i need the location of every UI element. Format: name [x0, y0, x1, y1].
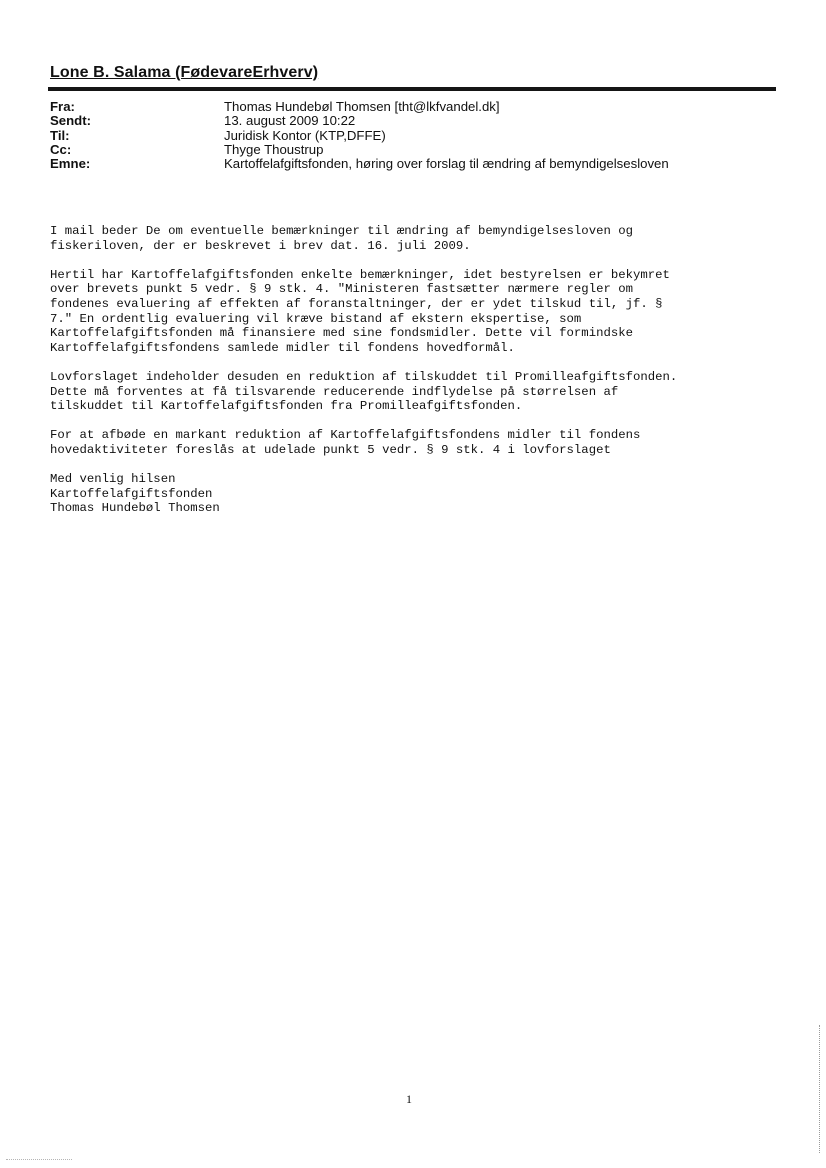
page-number: 1 [406, 1092, 412, 1106]
header-value: Juridisk Kontor (KTP,DFFE) [224, 127, 386, 143]
header-value: Thyge Thoustrup [224, 141, 324, 157]
header-label: Sendt: [50, 113, 92, 129]
sender-name: Lone B. Salama (FødevareErhverv) [50, 64, 319, 81]
body-paragraph: Lovforslaget indeholder desuden en reduktion af tilskuddet til Promilleafgiftsfonden. Dette må forventes at få tilsvarende reducerende indflydelse på størrelsen af tilskuddet til Kartoffelafgiftsfonden fra Promilleafgiftsfonden. [50, 369, 678, 414]
email-body [50, 224, 770, 516]
header-label: Fra: [50, 99, 75, 114]
header-label: Emne: [50, 156, 91, 172]
scan-bottom-mark [6, 1159, 72, 1160]
header-value: Kartoffelafgiftsfonden, høring over forslag til ændring af bemyndigelsesloven [224, 156, 669, 172]
body-paragraph: For at afbøde en markant reduktion af Kartoffelafgiftsfondens midler til fondens hovedaktiviteter foreslås at udelade punkt 5 vedr. § 9 stk. 4 i lovforslaget [50, 428, 641, 457]
header-value: 13. august 2009 10:22 [224, 113, 356, 129]
header-value: Thomas Hundebøl Thomsen [tht@lkfvandel.dk] [224, 99, 500, 114]
signature: Med venlig hilsen Kartoffelafgiftsfonden Thomas Hundebøl Thomsen [50, 472, 220, 516]
scan-edge-mark [819, 1025, 820, 1153]
header-label: Til: [50, 127, 70, 143]
header-label: Cc: [50, 141, 72, 157]
header-rule [48, 87, 776, 91]
body-paragraph: I mail beder De om eventuelle bemærkninger til ændring af bemyndigelsesloven og fiskeriloven, der er beskrevet i brev dat. 16. juli 2009. [50, 224, 633, 253]
body-paragraph: Hertil har Kartoffelafgiftsfonden enkelte bemærkninger, idet bestyrelsen er bekymret over brevets punkt 5 vedr. § 9 stk. 4. "Ministeren fastsætter nærmere regler om fondenes evaluering af effekten af foranstaltninger, der er ydet tilskud til, jf. § 7." En ordentlig evaluering vil kræve bistand af ekstern ekspertise, som Kartoffelafgiftsfonden må finansiere med sine fondsmidler. Dette vil formindske Kartoffelafgiftsfondens samlede midler til fondens hovedformål. [50, 267, 670, 355]
